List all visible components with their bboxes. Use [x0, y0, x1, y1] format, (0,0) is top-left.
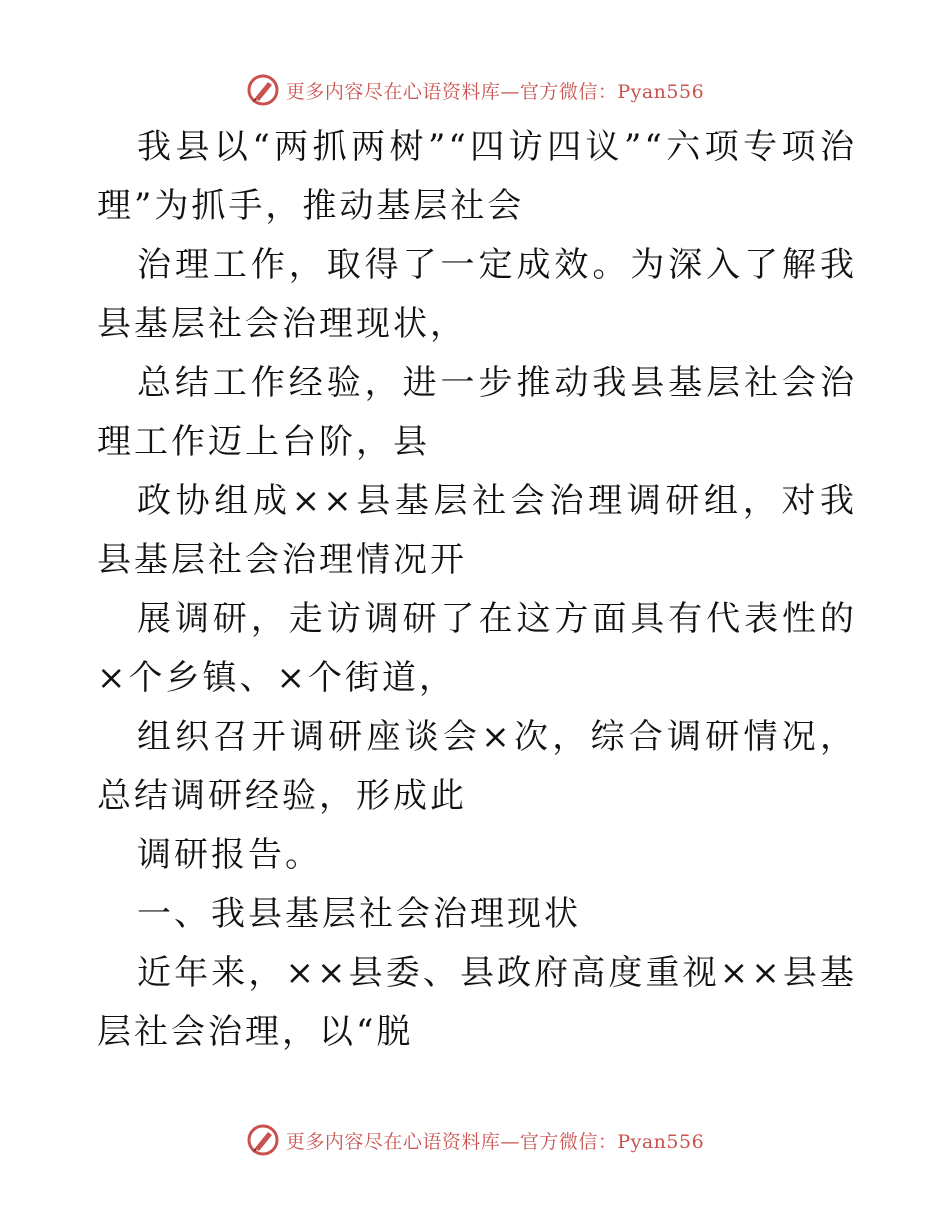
section-heading: 一、我县基层社会治理现状: [137, 894, 581, 934]
paragraph: 总结工作经验，进一步推动我县基层社会治理工作迈上台阶，县: [97, 363, 857, 462]
paragraph: 展调研，走访调研了在这方面具有代表性的×个乡镇、×个街道，: [97, 599, 857, 698]
pen-logo-icon: [246, 73, 280, 107]
watermark-text: 更多内容尽在心语资料库—官方微信：Pyan556: [285, 80, 705, 103]
footer-watermark: [0, 1120, 950, 1160]
header-watermark: [0, 70, 950, 110]
paragraph: 组织召开调研座谈会×次，综合调研情况，总结调研经验，形成此: [97, 717, 857, 816]
document-body: [97, 118, 857, 1062]
pen-logo-icon: [246, 1123, 280, 1157]
watermark-text: 更多内容尽在心语资料库—官方微信：Pyan556: [285, 1130, 705, 1153]
paragraph: 调研报告。: [137, 835, 322, 875]
paragraph: 近年来，××县委、县政府高度重视××县基层社会治理，以“脱: [97, 953, 857, 1052]
paragraph: 我县以“两抓两树”“四访四议”“六项专项治理”为抓手，推动基层社会: [97, 127, 857, 226]
paragraph: 治理工作，取得了一定成效。为深入了解我县基层社会治理现状，: [97, 245, 857, 344]
paragraph: 政协组成××县基层社会治理调研组，对我县基层社会治理情况开: [97, 481, 857, 580]
